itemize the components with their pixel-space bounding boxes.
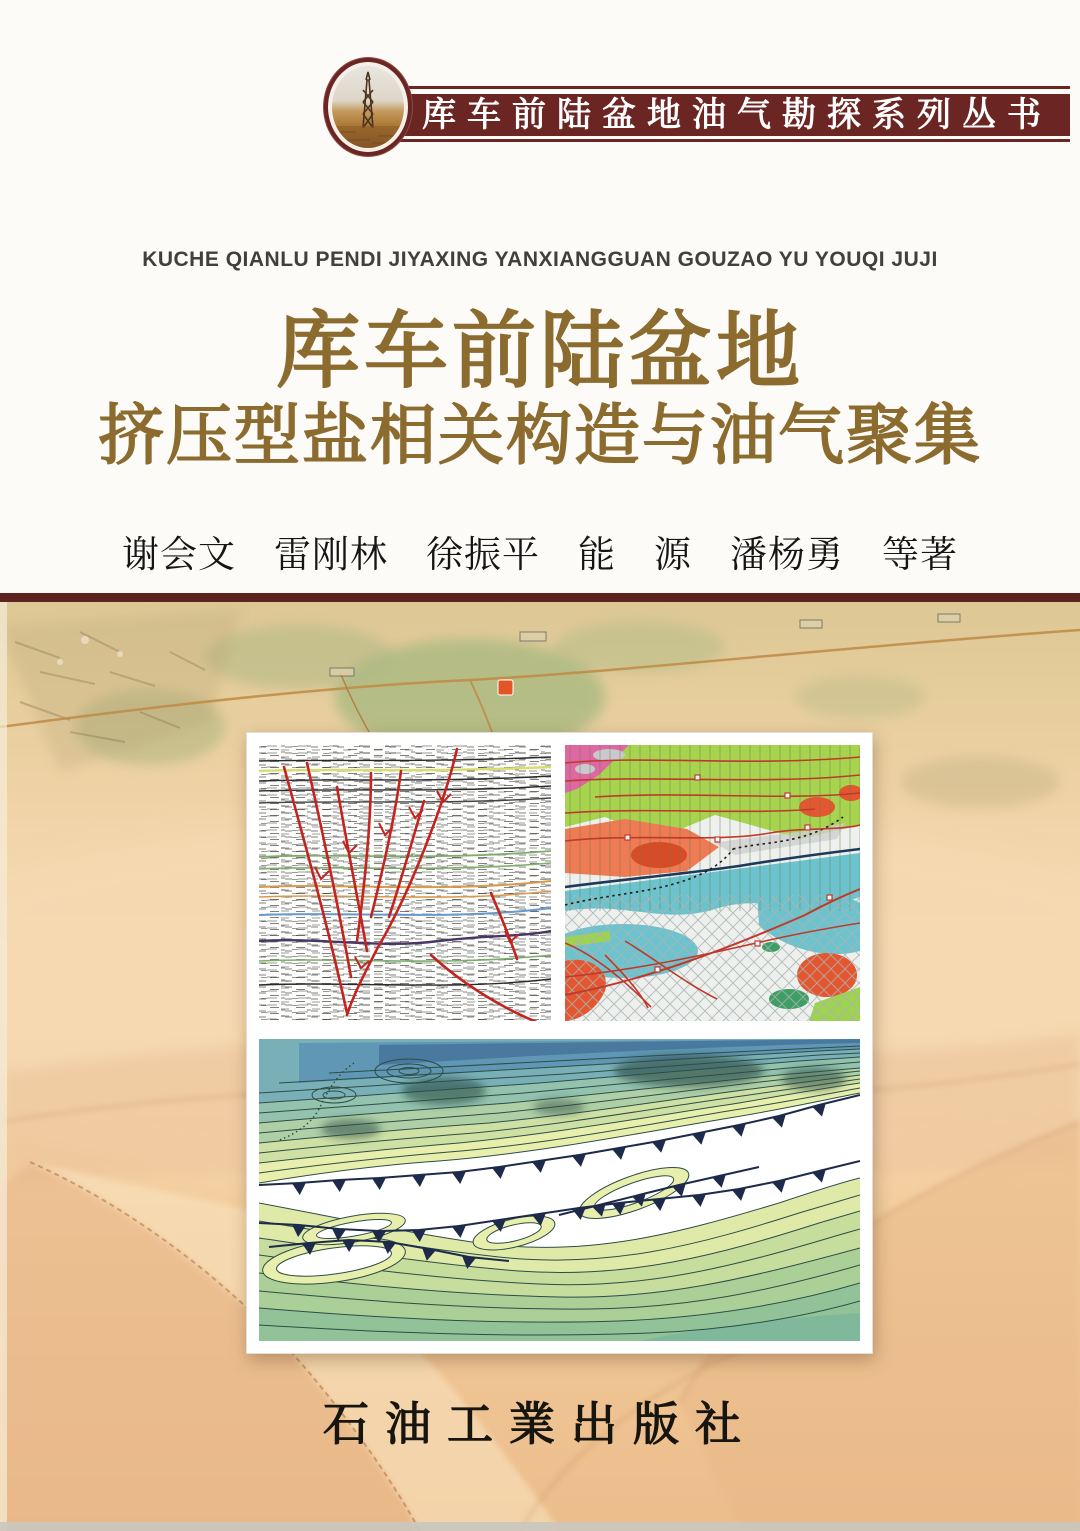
banner-bottom-rule (362, 139, 1070, 142)
maroon-divider-bar (0, 593, 1080, 602)
series-banner (362, 94, 1070, 136)
seismic-section-figure (259, 745, 551, 1021)
contour-map-figure (259, 1033, 860, 1341)
oil-derrick-icon (332, 66, 404, 148)
main-title-line1: 库车前陆盆地 (275, 304, 804, 398)
series-medallion (324, 58, 412, 156)
series-banner-label: 库车前陆盆地油气勘探系列丛书 (422, 96, 1052, 134)
title-pinyin: KUCHE QIANLU PENDI JIYAXING YANXIANGGUAN GOUZAO YU YOUQI JUJI (142, 248, 938, 271)
authors-line: 谢会文 雷刚林 徐振平 能 源 潘杨勇 等著 (122, 534, 958, 575)
main-title-line2: 挤压型盐相关构造与油气聚集 (98, 398, 982, 472)
medallion-photo (332, 66, 404, 148)
banner-top-rule (362, 86, 1070, 89)
figure-collage-card (246, 732, 873, 1354)
publisher-name: 石油工業出版社 (323, 1397, 757, 1451)
geologic-map-figure (565, 745, 860, 1021)
